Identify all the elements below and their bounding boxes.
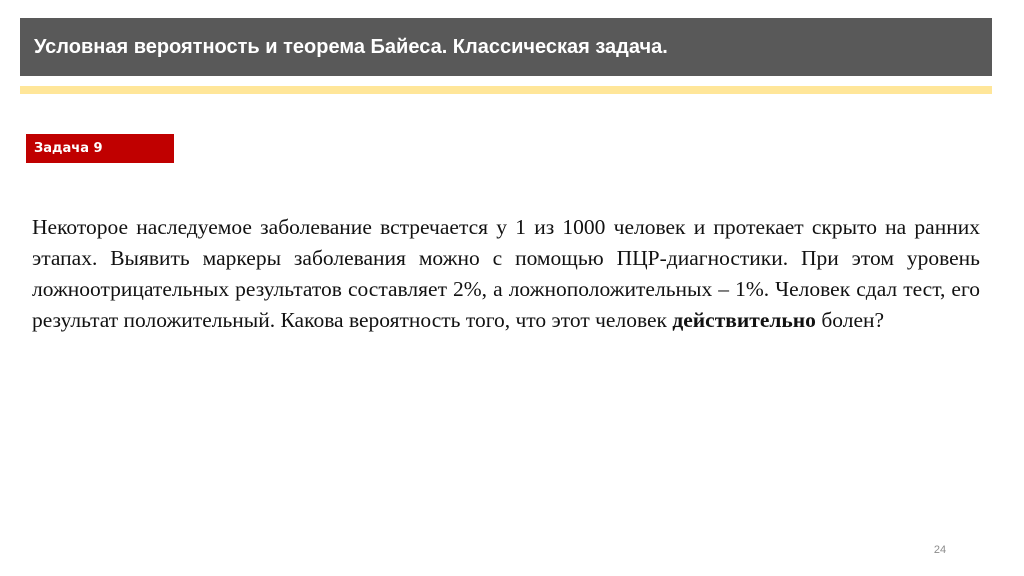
task-label-text: Задача 9: [34, 141, 103, 156]
problem-text-emphasis: действительно: [672, 308, 816, 332]
problem-text: [32, 212, 980, 336]
accent-stripe: [20, 86, 992, 94]
task-label: [26, 134, 174, 163]
slide-title: Условная вероятность и теорема Байеса. Классическая задача.: [34, 35, 668, 58]
problem-text-after: болен?: [815, 308, 885, 332]
title-bar: [20, 18, 992, 76]
slide-number: 24: [933, 544, 947, 556]
problem-text-before: Некоторое наследуемое заболевание встречается у 1 из 1000 человек и протекает скрыто на ранних этапах. Выявить маркеры заболевания можно с помощью ПЦР-диагностики. При этом уровень ложноотрицательных результатов составляет 2%, а ложноположительных – 1%. Человек сдал тест, его результат положительный. Какова вероятность того, что этот человек: [32, 215, 980, 332]
